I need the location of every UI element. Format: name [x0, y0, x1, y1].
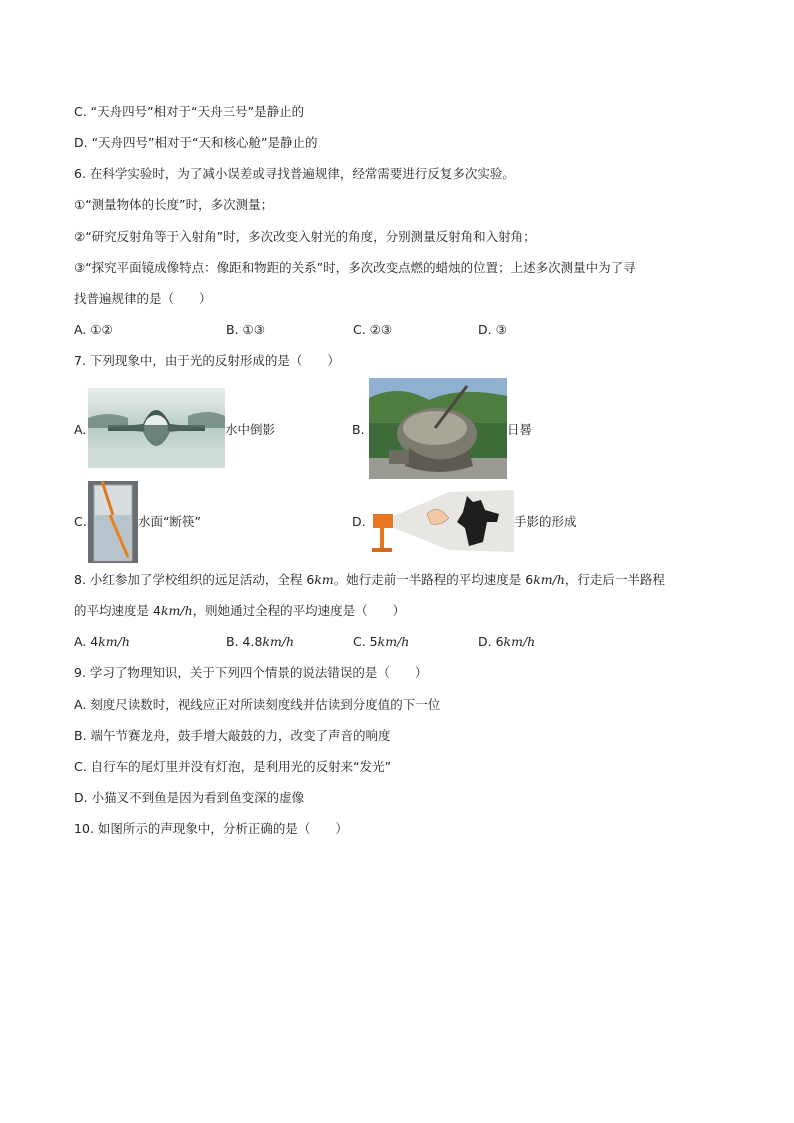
q8-option-value: C. 5	[353, 634, 378, 649]
q5-option-c: C. “天舟四号”相对于“天舟三号”是静止的	[74, 104, 305, 119]
q9-option-b: B. 端午节赛龙舟，鼓手增大敲鼓的力，改变了声音的响度	[74, 728, 391, 743]
q7-option-b-text: 日晷	[507, 422, 533, 437]
q8-option-unit: km/h	[377, 634, 410, 649]
bridge-reflection-image	[88, 388, 225, 468]
q8-text: 。她行走前一半路程的平均速度是 6	[333, 572, 534, 587]
hand-shadow-image	[369, 488, 514, 554]
q6-item-3-cont: 找普遍规律的是（ ）	[74, 291, 212, 306]
q6-item-2: ②“研究反射角等于入射角”时，多次改变入射光的角度，分别测量反射角和入射角；	[74, 229, 536, 244]
q9-option-d: D. 小猫叉不到鱼是因为看到鱼变深的虚像	[74, 790, 305, 805]
q8-stem-line-1	[74, 571, 665, 589]
sundial-image	[369, 378, 507, 479]
q8-option-unit: km/h	[98, 634, 130, 649]
q8-option-a	[74, 633, 130, 651]
q6-item-1: ①“测量物体的长度”时，多次测量；	[74, 197, 274, 212]
q8-option-value: B. 4.8	[226, 634, 263, 649]
q8-text: 的平均速度是 4	[74, 603, 161, 618]
q8-option-unit: km/h	[503, 634, 536, 649]
q5-option-d: D. “天舟四号”相对于“天和核心舱”是静止的	[74, 135, 318, 150]
q8-option-value: D. 6	[478, 634, 504, 649]
q8-unit: km	[314, 572, 334, 587]
q8-unit: km/h	[160, 603, 193, 618]
q8-option-unit: km/h	[262, 634, 295, 649]
q8-option-b	[226, 633, 294, 651]
chopstick-glass-image	[88, 481, 138, 563]
q8-unit: km/h	[533, 572, 565, 587]
q7-option-d-letter: D.	[352, 514, 366, 529]
q8-stem-line-2	[74, 602, 405, 620]
q7-stem: 7. 下列现象中，由于光的反射形成的是（ ）	[74, 353, 340, 368]
q7-option-c-letter: C.	[74, 514, 87, 529]
q7-option-b-letter: B.	[352, 422, 365, 437]
q8-option-c	[353, 633, 409, 651]
q6-option-b: B. ①③	[226, 322, 265, 337]
q8-text: ，行走后一半路程	[564, 572, 665, 587]
q9-option-c: C. 自行车的尾灯里并没有灯泡，是利用光的反射来“发光”	[74, 759, 392, 774]
q10-stem: 10. 如图所示的声现象中，分析正确的是（ ）	[74, 821, 348, 836]
q6-option-c: C. ②③	[353, 322, 393, 337]
q8-text: ，则她通过全程的平均速度是（ ）	[192, 603, 406, 618]
q6-stem: 6. 在科学实验时，为了减小误差或寻找普遍规律，经常需要进行反复多次实验。	[74, 166, 515, 181]
q8-text: 8. 小红参加了学校组织的远足活动，全程 6	[74, 572, 315, 587]
q9-stem: 9. 学习了物理知识，关于下列四个情景的说法错误的是（ ）	[74, 665, 428, 680]
q7-option-a-text: 水中倒影	[225, 422, 276, 437]
q8-option-d	[478, 633, 535, 651]
q6-option-a: A. ①②	[74, 322, 113, 337]
q7-option-c-text: 水面“断筷”	[138, 514, 201, 529]
q7-option-d-text: 手影的形成	[514, 514, 577, 529]
q6-option-d: D. ③	[478, 322, 507, 337]
q7-option-a-letter: A.	[74, 422, 87, 437]
q6-item-3: ③“探究平面镜成像特点：像距和物距的关系”时，多次改变点燃的蜡烛的位置；上述多次测量中为了寻	[74, 260, 636, 275]
q8-option-value: A. 4	[74, 634, 99, 649]
q9-option-a: A. 刻度尺读数时，视线应正对所读刻度线并估读到分度值的下一位	[74, 697, 441, 712]
